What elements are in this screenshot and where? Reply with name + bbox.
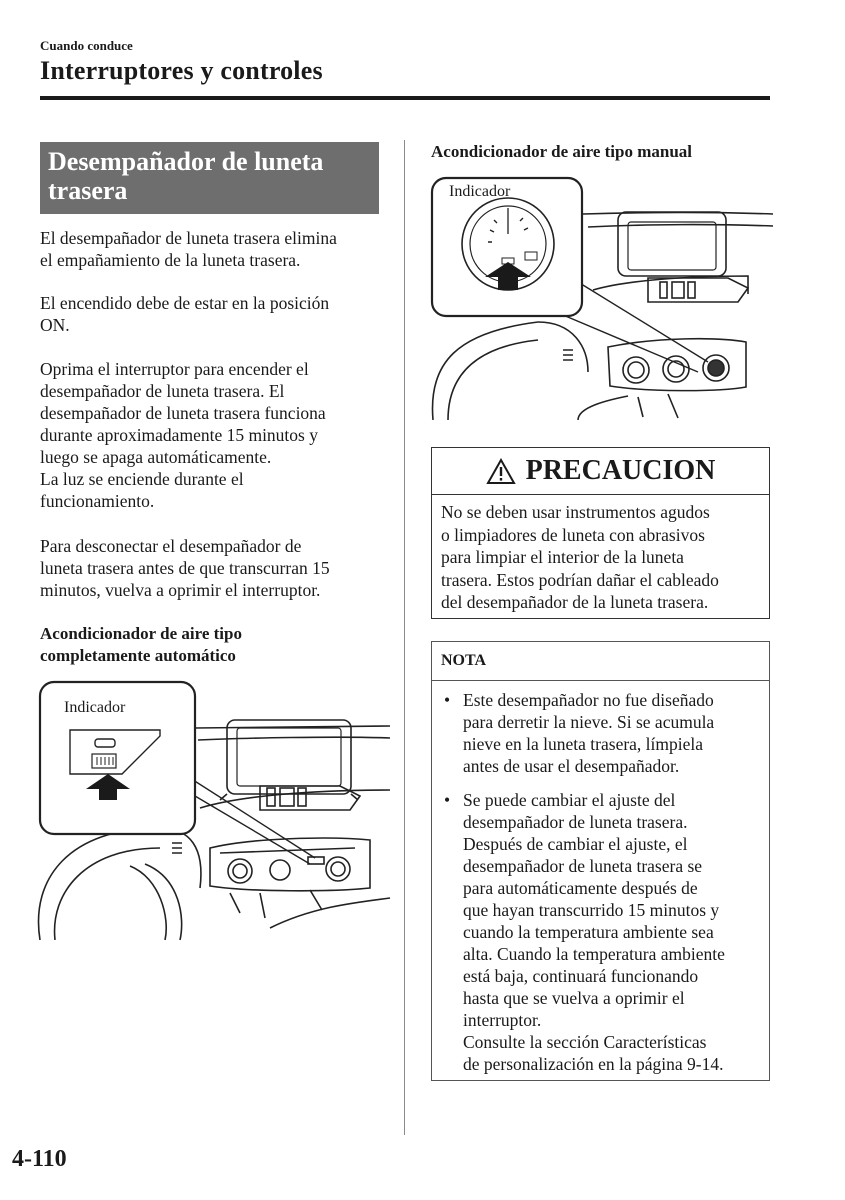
paragraph-ignition	[40, 292, 390, 336]
note-item	[444, 689, 761, 777]
text-line: Este desempañador no fue diseñado	[463, 690, 714, 710]
column-divider	[404, 140, 405, 1135]
subheading-line: Acondicionador de aire tipo	[40, 624, 242, 643]
text-line: cuando la temperatura ambiente sea	[463, 922, 714, 942]
text-line: Consulte la sección Características	[463, 1032, 707, 1052]
text-line: Para desconectar el desempañador de	[40, 536, 302, 556]
text-line: luneta trasera antes de que transcurran 15	[40, 558, 330, 578]
text-line: luego se apaga automáticamente.	[40, 447, 272, 467]
text-line: para automáticamente después de	[463, 878, 698, 898]
text-line: del desempañador de la luneta trasera.	[441, 592, 709, 612]
text-line: Se puede cambiar el ajuste del	[463, 790, 676, 810]
manual-ac-dashboard-figure	[428, 172, 773, 420]
paragraph-turn-off	[40, 535, 390, 601]
text-line: No se deben usar instrumentos agudos	[441, 502, 710, 522]
header-rule	[40, 96, 770, 100]
text-line: desempañador de luneta trasera. El	[40, 381, 285, 401]
text-line: nieve en la luneta trasera, límpiela	[463, 734, 704, 754]
subheading-line: completamente automático	[40, 646, 236, 665]
auto-ac-dashboard-figure	[10, 678, 400, 940]
text-line: minutos, vuelva a oprimir el interruptor.	[40, 580, 321, 600]
indicator-label: Indicador	[449, 183, 511, 200]
note-title: NOTA	[432, 642, 769, 681]
section-heading-line: Desempañador de luneta	[48, 147, 324, 176]
paragraph-operation	[40, 358, 390, 512]
section-heading	[40, 142, 379, 214]
note-item	[444, 789, 761, 1075]
text-line: El encendido debe de estar en la posición	[40, 293, 330, 313]
text-line: o limpiadores de luneta con abrasivos	[441, 524, 705, 545]
text-line: para derretir la nieve. Si se acumula	[463, 712, 715, 732]
text-line: alta. Cuando la temperatura ambiente	[463, 944, 725, 964]
text-line: que hayan transcurrido 15 minutos y	[463, 900, 720, 920]
text-line: está baja, continuará funcionando	[463, 966, 699, 986]
bullet: •	[444, 790, 451, 810]
text-line: ON.	[40, 315, 70, 335]
text-line: para limpiar el interior de la luneta	[441, 547, 684, 567]
text-line: funcionamiento.	[40, 491, 155, 511]
caution-header	[432, 448, 769, 495]
section-label: Cuando conduce	[40, 38, 133, 53]
text-line: el empañamiento de la luneta trasera.	[40, 250, 301, 270]
text-line: desempañador de luneta trasera funciona	[40, 403, 326, 423]
subheading-manual-ac: Acondicionador de aire tipo manual	[431, 142, 693, 161]
text-line: antes de usar el desempañador.	[463, 756, 680, 776]
caution-text	[432, 495, 769, 620]
note-list	[432, 681, 769, 1075]
subheading-auto-ac	[40, 623, 242, 667]
note-item-text	[463, 689, 761, 777]
text-line: La luz se enciende durante el	[40, 469, 244, 489]
paragraph-intro	[40, 227, 390, 271]
text-line: desempañador de luneta trasera se	[463, 856, 703, 876]
bullet: •	[444, 690, 451, 710]
section-heading-line: trasera	[48, 176, 128, 205]
warning-triangle-icon	[486, 458, 516, 485]
text-line: El desempañador de luneta trasera elimina	[40, 228, 337, 248]
page-number: 4-110	[12, 1146, 67, 1172]
note-item-text	[463, 789, 761, 1075]
note-box	[431, 641, 770, 1081]
indicator-label: Indicador	[64, 699, 126, 716]
text-line: desempañador de luneta trasera.	[463, 812, 688, 832]
text-line: hasta que se vuelva a oprimir el	[463, 988, 685, 1008]
caution-title: PRECAUCION	[525, 455, 716, 486]
page-title: Interruptores y controles	[40, 56, 323, 85]
caution-box	[431, 447, 770, 619]
text-line: durante aproximadamente 15 minutos y	[40, 425, 318, 445]
text-line: interruptor.	[463, 1010, 542, 1030]
text-line: Oprima el interruptor para encender el	[40, 359, 309, 379]
text-line: trasera. Estos podrían dañar el cableado	[441, 569, 719, 590]
text-line: de personalización en la página 9-14.	[463, 1054, 724, 1074]
text-line: Después de cambiar el ajuste, el	[463, 834, 688, 854]
